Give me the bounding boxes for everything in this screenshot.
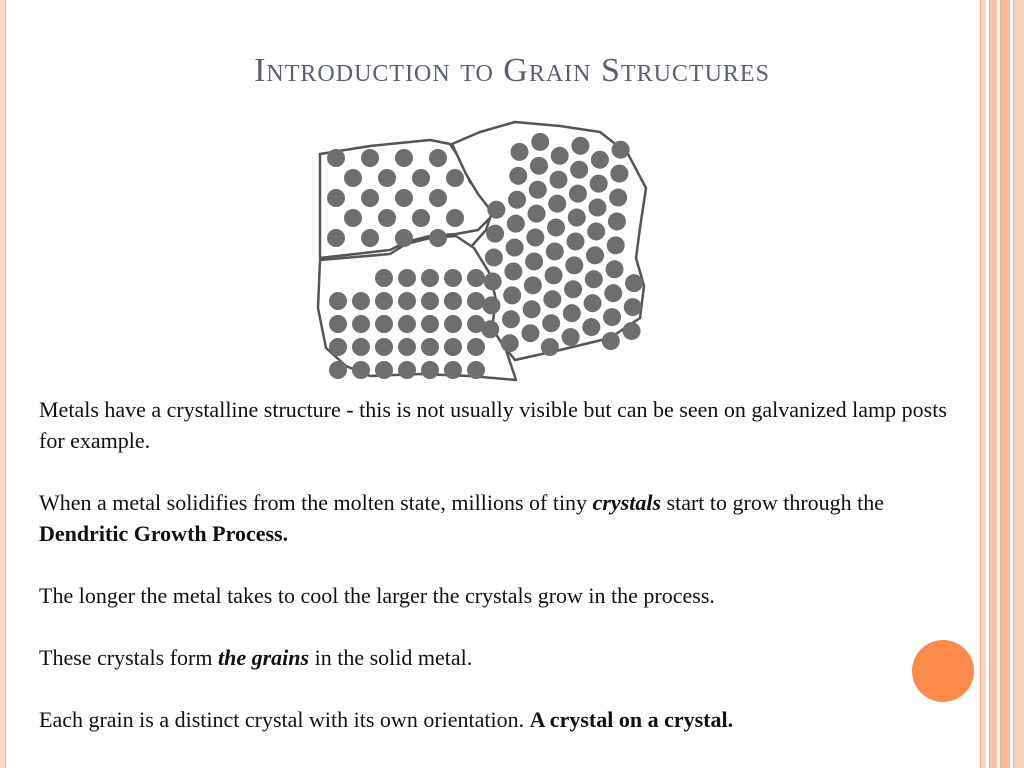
atom-right: [591, 151, 609, 169]
paragraph-2-run-2: crystals: [592, 490, 662, 515]
atom-top-left: [395, 229, 413, 247]
atom-bottom-left: [352, 315, 370, 333]
atom-right: [521, 324, 539, 342]
atom-bottom-left: [444, 292, 462, 310]
atom-top-left: [412, 169, 430, 187]
right-border-stripes: [980, 0, 1024, 768]
atom-right: [582, 318, 600, 336]
paragraph-5-run-2: A crystal on a crystal.: [529, 707, 734, 732]
atom-bottom-left: [444, 315, 462, 333]
paragraph-4: [39, 642, 974, 673]
atom-bottom-left: [444, 361, 462, 379]
atom-right: [625, 274, 643, 292]
atom-bottom-left: [398, 292, 416, 310]
atom-right: [586, 246, 604, 264]
atom-bottom-left: [444, 338, 462, 356]
atom-right: [568, 209, 586, 227]
orange-circle-decoration: [912, 640, 974, 702]
atom-right: [509, 167, 527, 185]
paragraph-3-run-1: The longer the metal takes to cool the larger the crystals grow in the process.: [39, 583, 715, 608]
atom-top-left: [361, 229, 379, 247]
atom-right: [486, 225, 504, 243]
paragraph-2-run-1: When a metal solidifies from the molten state, millions of tiny: [39, 490, 593, 515]
atom-bottom-left: [467, 269, 485, 287]
atom-bottom-left: [467, 292, 485, 310]
atom-right: [551, 147, 569, 165]
atom-right: [585, 270, 603, 288]
paragraph-2-run-4: Dendritic Growth Process.: [39, 521, 289, 546]
atom-top-left: [378, 169, 396, 187]
paragraph-1: [39, 394, 974, 456]
atom-bottom-left: [375, 292, 393, 310]
atom-right: [623, 322, 641, 340]
atom-right: [609, 189, 627, 207]
atom-right: [608, 212, 626, 230]
atom-top-left: [361, 149, 379, 167]
paragraph-1-run-1: Metals have a crystalline structure - this is not usually visible but can be seen on galvanized lamp posts for example.: [39, 397, 947, 453]
atom-bottom-left: [329, 338, 347, 356]
atom-right: [529, 181, 547, 199]
atom-bottom-left: [421, 292, 439, 310]
atom-right: [487, 201, 505, 219]
atom-right: [524, 276, 542, 294]
atom-right: [506, 239, 524, 257]
atom-bottom-left: [375, 269, 393, 287]
atom-top-left: [429, 189, 447, 207]
atom-right: [503, 286, 521, 304]
atom-right: [571, 137, 589, 155]
atom-right: [526, 229, 544, 247]
atom-bottom-left: [421, 269, 439, 287]
atom-bottom-left: [375, 338, 393, 356]
atom-top-left: [395, 149, 413, 167]
atom-right: [563, 304, 581, 322]
atom-right: [501, 334, 519, 352]
atom-right: [604, 284, 622, 302]
paragraph-4-run-1: These crystals form: [39, 645, 218, 670]
atom-bottom-left: [352, 361, 370, 379]
atom-bottom-left: [352, 292, 370, 310]
paragraph-3: [39, 580, 974, 611]
atom-top-left: [344, 209, 362, 227]
atom-top-left: [327, 189, 345, 207]
atom-right: [507, 215, 525, 233]
atom-bottom-left: [421, 338, 439, 356]
atom-right: [502, 310, 520, 328]
atom-top-left: [429, 149, 447, 167]
paragraph-2-run-3: start to grow through the: [661, 490, 885, 515]
atom-top-left: [446, 169, 464, 187]
atom-bottom-left: [444, 269, 462, 287]
atom-bottom-left: [352, 338, 370, 356]
atom-right: [541, 338, 559, 356]
atom-right: [549, 171, 567, 189]
atom-right: [530, 157, 548, 175]
atom-right: [484, 272, 502, 290]
atom-bottom-left: [375, 361, 393, 379]
atom-right: [612, 141, 630, 159]
atom-right: [602, 332, 620, 350]
atom-right: [528, 205, 546, 223]
atom-right: [570, 161, 588, 179]
atom-bottom-left: [421, 315, 439, 333]
atom-right: [603, 308, 621, 326]
atom-bottom-left: [467, 338, 485, 356]
atom-bottom-left: [398, 361, 416, 379]
grain-structure-diagram: [310, 118, 655, 383]
atom-right: [610, 165, 628, 183]
atom-top-left: [327, 229, 345, 247]
atom-top-left: [327, 149, 345, 167]
atom-top-left: [395, 189, 413, 207]
atom-right: [564, 280, 582, 298]
atom-right: [562, 328, 580, 346]
atom-right: [481, 320, 499, 338]
atom-right: [584, 294, 602, 312]
atom-bottom-left: [467, 361, 485, 379]
atom-right: [531, 133, 549, 151]
atom-right: [587, 222, 605, 240]
slide-title: Introduction to Grain Structures: [254, 52, 770, 89]
paragraph-5: [39, 704, 974, 735]
atom-right: [588, 199, 606, 217]
atom-right: [548, 195, 566, 213]
atom-right: [525, 252, 543, 270]
atom-right: [547, 219, 565, 237]
left-border-stripe: [0, 0, 6, 768]
atom-right: [545, 266, 563, 284]
atom-right: [546, 242, 564, 260]
body-text: [39, 394, 974, 766]
atom-right: [504, 262, 522, 280]
atom-bottom-left: [398, 315, 416, 333]
atom-right: [485, 249, 503, 267]
paragraph-5-run-1: Each grain is a distinct crystal with its own orientation.: [39, 707, 530, 732]
atom-top-left: [412, 209, 430, 227]
atom-right: [569, 185, 587, 203]
atom-top-left: [361, 189, 379, 207]
atom-right: [624, 298, 642, 316]
atom-right: [605, 260, 623, 278]
atom-right: [565, 256, 583, 274]
paragraph-2: [39, 487, 974, 549]
atom-right: [567, 232, 585, 250]
atom-right: [542, 314, 560, 332]
atom-bottom-left: [421, 361, 439, 379]
atom-bottom-left: [398, 269, 416, 287]
paragraph-4-run-3: in the solid metal.: [309, 645, 473, 670]
atom-bottom-left: [398, 338, 416, 356]
atom-top-left: [446, 209, 464, 227]
atom-top-left: [344, 169, 362, 187]
atom-top-left: [378, 209, 396, 227]
atom-top-left: [429, 229, 447, 247]
atom-right: [590, 175, 608, 193]
atom-bottom-left: [329, 292, 347, 310]
atom-right: [508, 191, 526, 209]
atom-bottom-left: [329, 361, 347, 379]
atom-bottom-left: [329, 315, 347, 333]
atom-right: [510, 143, 528, 161]
atom-right: [482, 296, 500, 314]
atom-right: [607, 236, 625, 254]
atom-bottom-left: [375, 315, 393, 333]
atom-right: [523, 300, 541, 318]
atom-right: [543, 290, 561, 308]
paragraph-4-run-2: the grains: [218, 645, 310, 670]
